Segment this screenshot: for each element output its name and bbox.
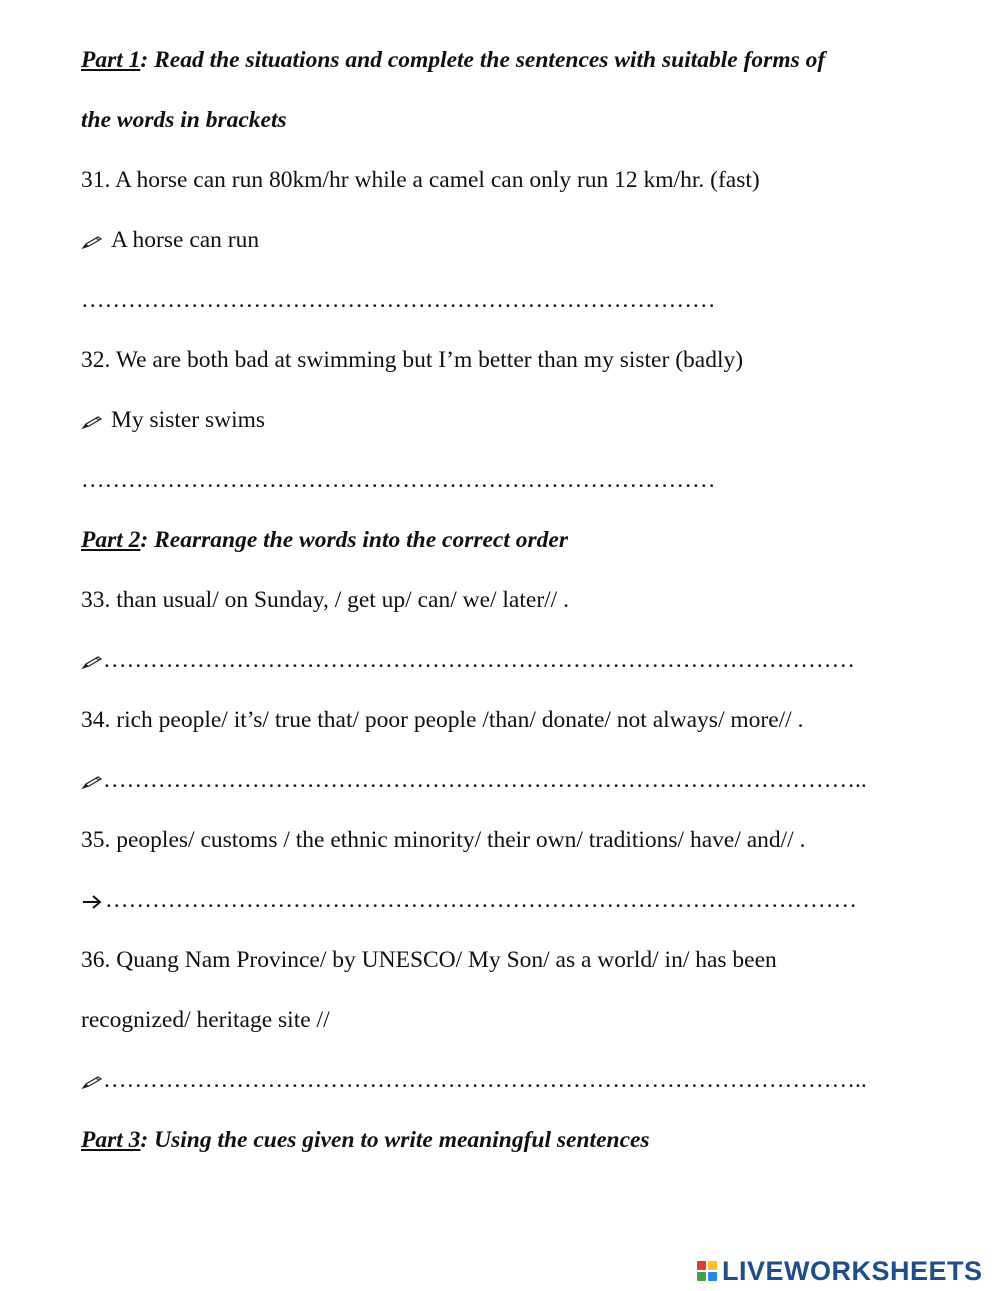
part1-label: Part 1 <box>81 47 141 73</box>
logo-square-yellow <box>708 1261 717 1270</box>
part3-label: Part 3 <box>81 1127 141 1153</box>
logo-square-blue <box>708 1272 717 1281</box>
q31-answer-line[interactable]: ……………………………………………………………………… <box>81 287 716 313</box>
q31-answer-start <box>81 225 259 255</box>
q32-prompt: 32. We are both bad at swimming but I’m better than my sister (badly) <box>81 347 744 373</box>
logo-text: LIVEWORKSHEETS <box>722 1256 983 1286</box>
part2-heading <box>81 525 568 555</box>
q31-start-text: A horse can run <box>111 227 260 253</box>
q34-answer-row <box>81 765 867 795</box>
q33-answer-line[interactable]: …………………………………………………………………………………… <box>103 647 855 673</box>
pencil-icon <box>81 654 103 670</box>
q32-answer-start <box>81 405 265 435</box>
pencil-icon <box>81 1074 103 1090</box>
q36-prompt-line1: 36. Quang Nam Province/ by UNESCO/ My Son/ as a world/ in/ has been <box>81 947 777 973</box>
q36-answer-line[interactable]: …………………………………………………………………………………….. <box>103 1067 867 1093</box>
part1-title-line2: the words in brackets <box>81 107 287 133</box>
q32-start-text: My sister swims <box>111 407 266 433</box>
logo-square-green <box>697 1272 706 1281</box>
q33-prompt: 33. than usual/ on Sunday, / get up/ can/ we/ later// . <box>81 587 569 613</box>
q33-answer-row <box>81 645 855 675</box>
pencil-icon <box>81 234 103 250</box>
q36-prompt-line2: recognized/ heritage site // <box>81 1007 330 1033</box>
right-arrow-icon <box>81 894 103 910</box>
q32-answer-line[interactable]: ……………………………………………………………………… <box>81 467 716 493</box>
q34-answer-line[interactable]: …………………………………………………………………………………….. <box>103 767 867 793</box>
logo-square-red <box>697 1261 706 1270</box>
part1-heading <box>81 45 825 75</box>
part3-heading <box>81 1125 650 1155</box>
pencil-icon <box>81 774 103 790</box>
logo-mark-icon <box>697 1261 717 1281</box>
part1-title-line1: : Read the situations and complete the sentences with suitable forms of <box>140 47 826 73</box>
q36-answer-row <box>81 1065 867 1095</box>
q35-prompt: 35. peoples/ customs / the ethnic minority/ their own/ traditions/ have/ and// . <box>81 827 806 853</box>
liveworksheets-logo[interactable] <box>697 1256 983 1286</box>
part2-label: Part 2 <box>81 527 141 553</box>
part2-title: : Rearrange the words into the correct order <box>140 527 568 553</box>
pencil-icon <box>81 414 103 430</box>
q31-prompt: 31. A horse can run 80km/hr while a camel can only run 12 km/hr. (fast) <box>81 167 760 193</box>
q35-answer-line[interactable]: …………………………………………………………………………………… <box>105 887 857 913</box>
part3-title: : Using the cues given to write meaningful sentences <box>140 1127 650 1153</box>
q34-prompt: 34. rich people/ it’s/ true that/ poor people /than/ donate/ not always/ more// . <box>81 707 804 733</box>
q35-answer-row <box>81 885 857 915</box>
